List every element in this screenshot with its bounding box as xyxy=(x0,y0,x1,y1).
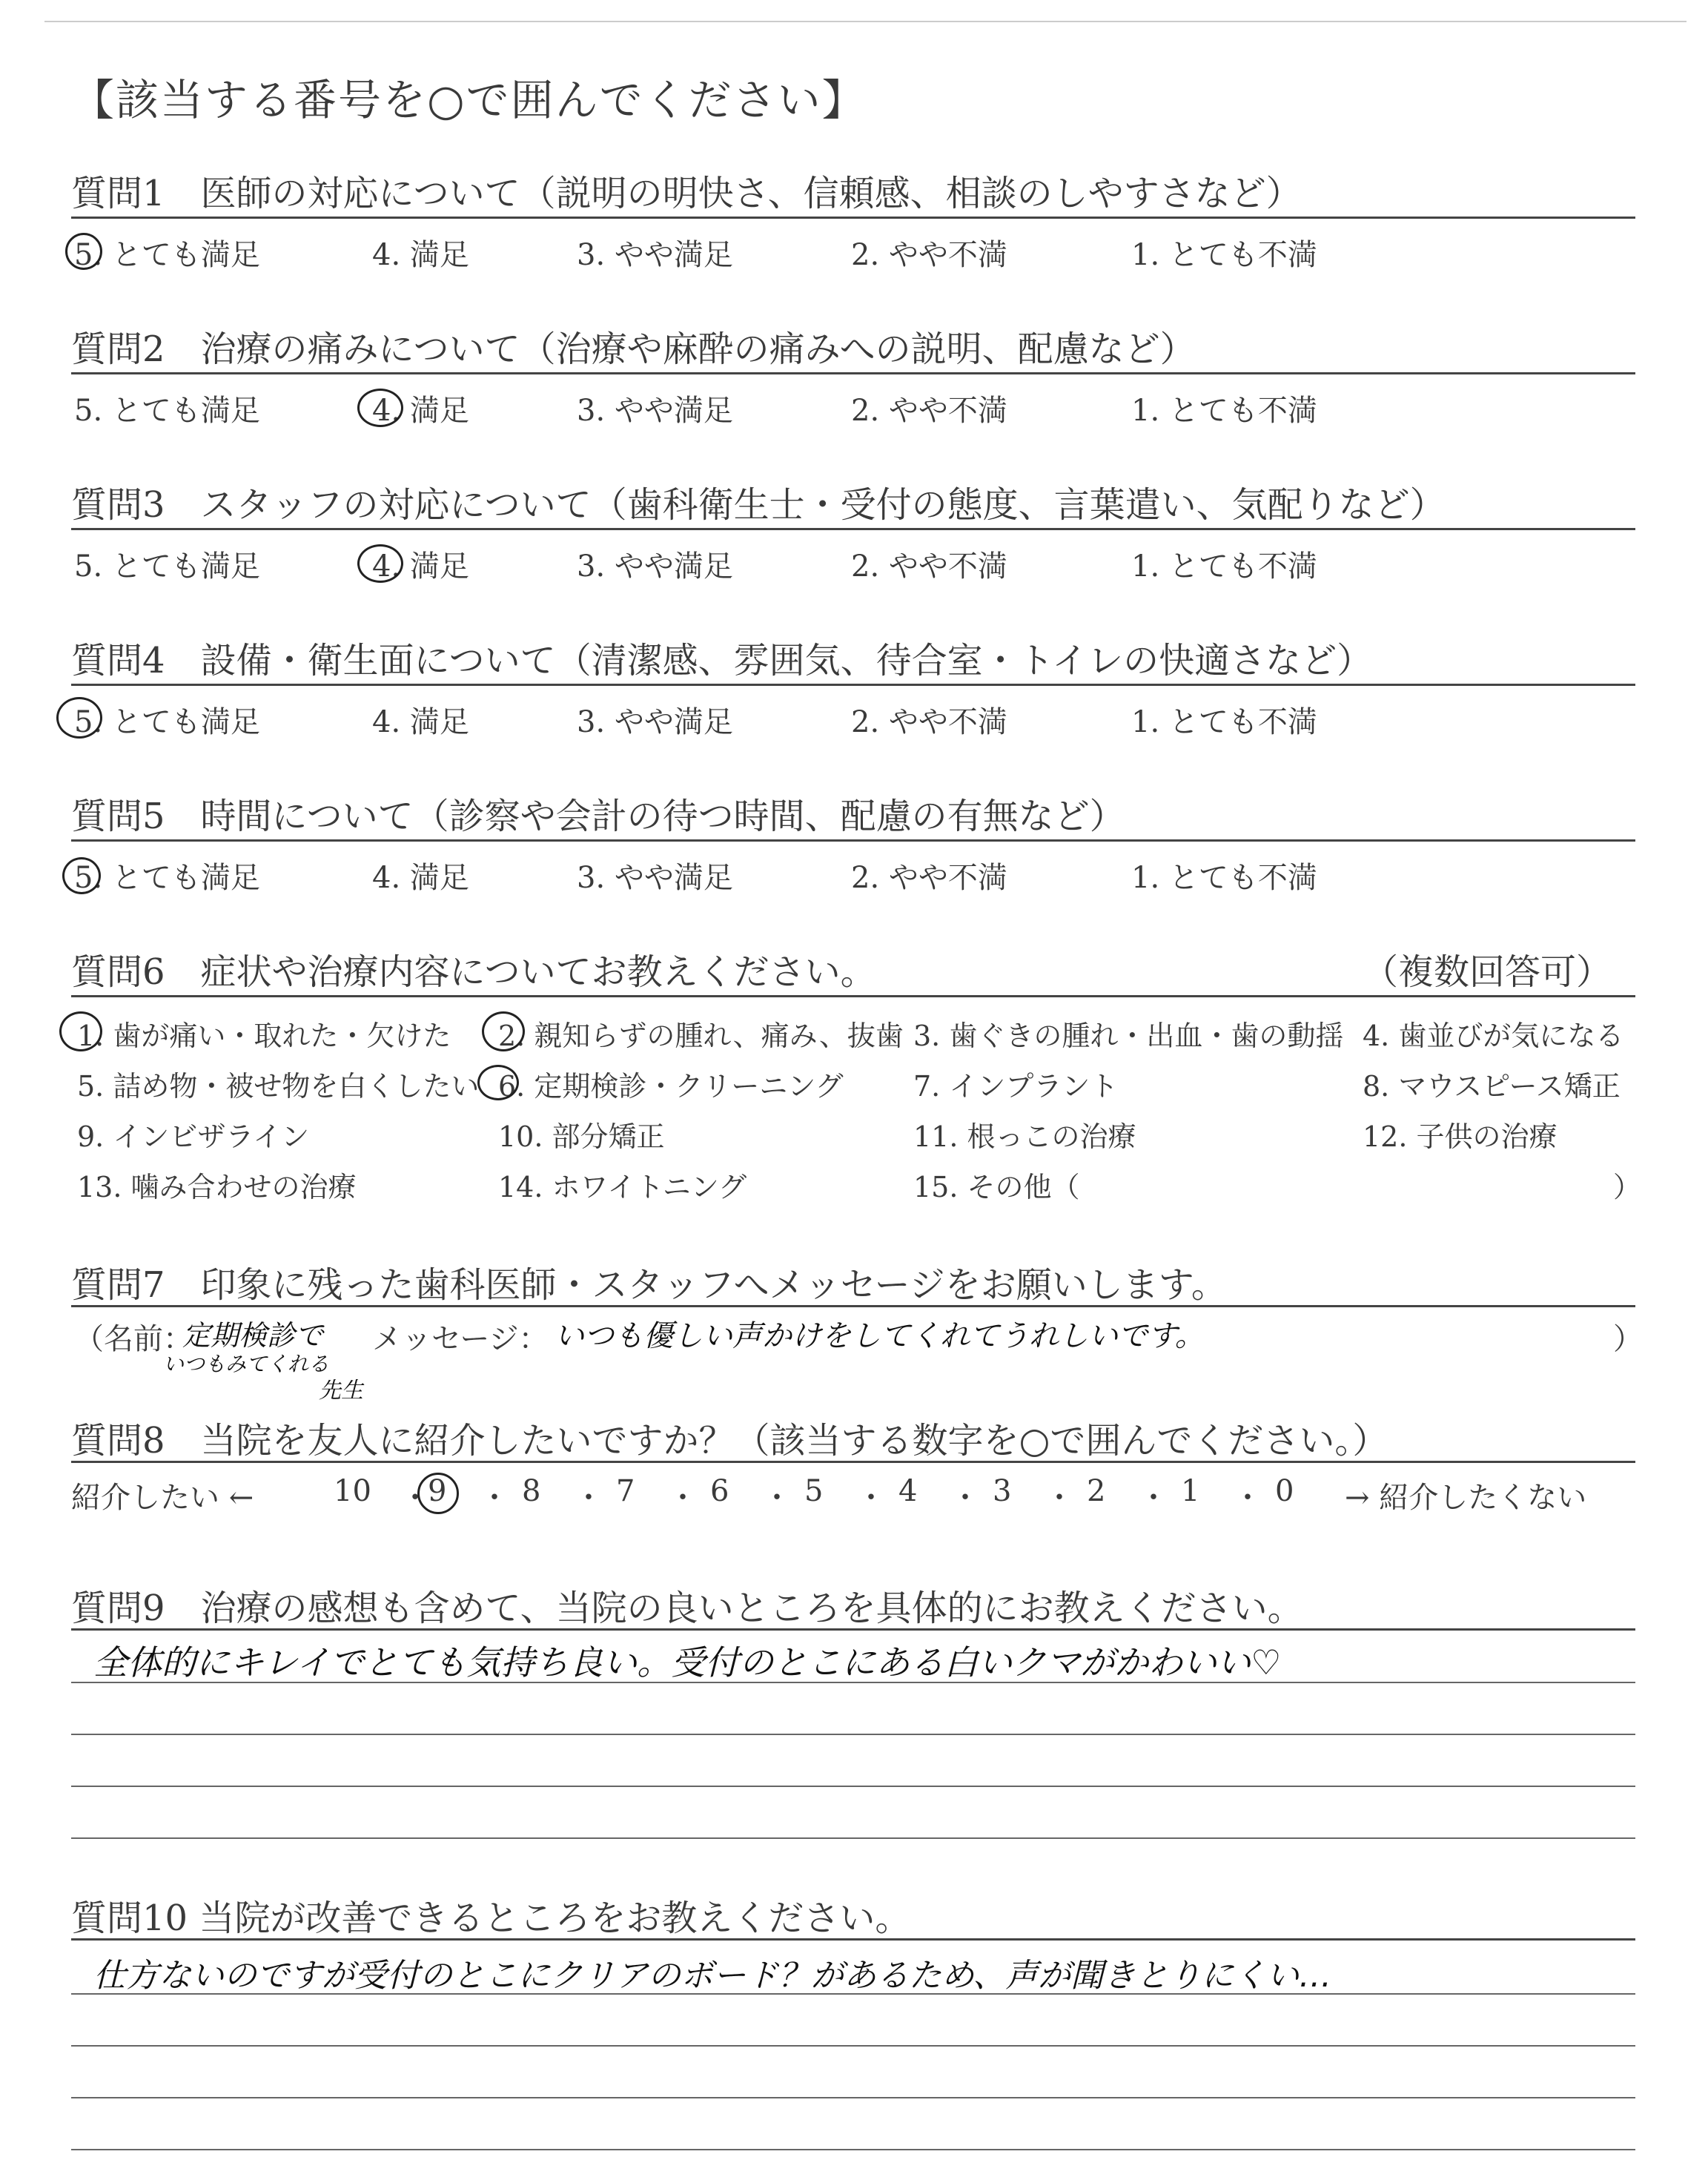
q6-item-13[interactable]: 13. 噛み合わせの治療 xyxy=(77,1171,357,1203)
q8-number-9[interactable]: 9 xyxy=(428,1474,447,1508)
q7-message-handwritten[interactable]: いつも優しい声かけをしてくれてうれしいです。 xyxy=(555,1319,1205,1353)
q9-answer-handwritten[interactable]: 全体的にキレイでとても気持ち良い。受付のとこにある白いクマがかわいい♡ xyxy=(93,1642,1282,1682)
q9-answer-line-1 xyxy=(71,1682,1635,1683)
q6-item-8[interactable]: 8. マウスピース矯正 xyxy=(1363,1070,1621,1103)
q5-option-1[interactable]: 1. とても不満 xyxy=(1131,861,1317,895)
q6-item-15[interactable]: 15. その他（ xyxy=(913,1171,1080,1203)
q8-left-label: 紹介したい ← xyxy=(71,1481,254,1515)
q2-option-4[interactable]: 4. 満足 xyxy=(372,394,469,428)
q3-title: 質問3 スタッフの対応について（歯科衛生士・受付の態度、言葉遣い、気配りなど） xyxy=(71,484,1446,526)
q7-message-label: メッセージ： xyxy=(372,1322,549,1356)
q6-item-9[interactable]: 9. インビザライン xyxy=(77,1120,310,1153)
q10-answer-line-4 xyxy=(71,2149,1635,2150)
q8-selection-circle xyxy=(417,1473,459,1514)
q5-option-5[interactable]: 5. とても満足 xyxy=(74,861,260,895)
q4-rule xyxy=(71,684,1635,686)
q8-number-0[interactable]: 0 xyxy=(1275,1474,1294,1508)
q6-item-6[interactable]: 6. 定期検診・クリーニング xyxy=(498,1070,844,1103)
q8-separator-dot: ・ xyxy=(668,1481,698,1515)
q3-rule xyxy=(71,528,1635,530)
q8-separator-dot: ・ xyxy=(1233,1481,1262,1515)
q6-selection-circle-2 xyxy=(482,1011,525,1051)
q7-name-label: （名前： xyxy=(74,1322,193,1356)
q2-option-1[interactable]: 1. とても不満 xyxy=(1131,394,1317,428)
q10-answer-line-3 xyxy=(71,2097,1635,2098)
q8-number-7[interactable]: 7 xyxy=(616,1474,635,1508)
q7-title: 質問7 印象に残った歯科医師・スタッフへメッセージをお願いします。 xyxy=(71,1264,1227,1306)
q5-selection-circle xyxy=(62,857,101,894)
q5-option-3[interactable]: 3. やや満足 xyxy=(577,861,733,895)
q4-option-3[interactable]: 3. やや満足 xyxy=(577,705,733,739)
q10-rule xyxy=(71,1938,1635,1941)
q2-rule xyxy=(71,372,1635,374)
q8-separator-dot: ・ xyxy=(950,1481,980,1515)
q6-item-11[interactable]: 11. 根っこの治療 xyxy=(913,1120,1136,1153)
q8-title: 質問8 当院を友人に紹介したいですか？（該当する数字を○で囲んでください。） xyxy=(71,1420,1388,1462)
q6-item-4[interactable]: 4. 歯並びが気になる xyxy=(1363,1020,1624,1052)
q3-option-4[interactable]: 4. 満足 xyxy=(372,549,469,584)
q5-option-2[interactable]: 2. やや不満 xyxy=(851,861,1007,895)
q1-option-4[interactable]: 4. 満足 xyxy=(372,238,469,272)
q1-option-3[interactable]: 3. やや満足 xyxy=(577,238,733,272)
q8-separator-dot: ・ xyxy=(1139,1481,1168,1515)
q8-separator-dot: ・ xyxy=(762,1481,792,1515)
q9-answer-line-4 xyxy=(71,1837,1635,1839)
q6-selection-circle-1 xyxy=(59,1011,102,1051)
form-title: 【該当する番号を○で囲んでください】 xyxy=(71,75,867,125)
q8-number-8[interactable]: 8 xyxy=(522,1474,541,1508)
q8-number-4[interactable]: 4 xyxy=(898,1474,918,1508)
q8-separator-dot: ・ xyxy=(856,1481,886,1515)
q8-number-1[interactable]: 1 xyxy=(1181,1474,1200,1508)
q3-option-5[interactable]: 5. とても満足 xyxy=(74,549,260,584)
q4-option-2[interactable]: 2. やや不満 xyxy=(851,705,1007,739)
q6-item-2[interactable]: 2. 親知らずの腫れ、痛み、抜歯 xyxy=(498,1020,904,1052)
q1-title: 質問1 医師の対応について（説明の明快さ、信頼感、相談のしやすさなど） xyxy=(71,173,1302,214)
q6-item-14[interactable]: 14. ホワイトニング xyxy=(498,1171,747,1203)
q6-item-3[interactable]: 3. 歯ぐきの腫れ・出血・歯の動揺 xyxy=(913,1020,1344,1052)
q8-separator-dot: ・ xyxy=(574,1481,603,1515)
q2-selection-circle xyxy=(357,389,403,427)
q8-number-10[interactable]: 10 xyxy=(334,1474,371,1508)
q1-rule xyxy=(71,217,1635,219)
q7-name-handwritten-2: いつもみてくれる xyxy=(163,1352,330,1376)
q4-option-1[interactable]: 1. とても不満 xyxy=(1131,705,1317,739)
q3-option-2[interactable]: 2. やや不満 xyxy=(851,549,1007,584)
q10-answer-line-1 xyxy=(71,1993,1635,1995)
q7-name-handwritten-3: 先生 xyxy=(319,1378,363,1404)
q6-title: 質問6 症状や治療内容についてお教えください。 xyxy=(71,951,876,993)
q6-item-7[interactable]: 7. インプラント xyxy=(913,1070,1119,1103)
q7-rule xyxy=(71,1305,1635,1307)
q2-option-5[interactable]: 5. とても満足 xyxy=(74,394,260,428)
q6-item-5[interactable]: 5. 詰め物・被せ物を白くしたい xyxy=(77,1070,480,1103)
q6-rule xyxy=(71,995,1635,997)
q9-answer-line-3 xyxy=(71,1786,1635,1787)
q5-title: 質問5 時間について（診察や会計の待つ時間、配慮の有無など） xyxy=(71,796,1125,837)
q8-number-6[interactable]: 6 xyxy=(710,1474,729,1508)
q8-number-3[interactable]: 3 xyxy=(993,1474,1012,1508)
q1-option-5[interactable]: 5. とても満足 xyxy=(74,238,260,272)
q4-option-4[interactable]: 4. 満足 xyxy=(372,705,469,739)
q3-selection-circle xyxy=(357,544,403,583)
q7-close-paren: ） xyxy=(1613,1322,1643,1356)
q8-separator-dot: ・ xyxy=(1045,1481,1074,1515)
q10-answer-handwritten[interactable]: 仕方ないのですが受付のとこにクリアのボード？があるため、声が聞きとりにくい… xyxy=(93,1957,1332,1995)
q3-option-3[interactable]: 3. やや満足 xyxy=(577,549,733,584)
q8-number-2[interactable]: 2 xyxy=(1087,1474,1106,1508)
q8-number-5[interactable]: 5 xyxy=(804,1474,824,1508)
q3-option-1[interactable]: 1. とても不満 xyxy=(1131,549,1317,584)
q9-rule xyxy=(71,1628,1635,1631)
q8-rule xyxy=(71,1461,1635,1463)
q4-selection-circle xyxy=(56,697,102,739)
q9-answer-line-2 xyxy=(71,1734,1635,1735)
q2-title: 質問2 治療の痛みについて（治療や麻酔の痛みへの説明、配慮など） xyxy=(71,328,1196,370)
q1-selection-circle xyxy=(65,233,102,270)
q6-other-close: ） xyxy=(1613,1171,1642,1203)
q2-option-3[interactable]: 3. やや満足 xyxy=(577,394,733,428)
q10-answer-line-2 xyxy=(71,2045,1635,2047)
q4-title: 質問4 設備・衛生面について（清潔感、雰囲気、待合室・トイレの快適さなど） xyxy=(71,640,1373,681)
q7-name-handwritten-1[interactable]: 定期検診で xyxy=(182,1319,324,1352)
q6-multiple-note: （複数回答可） xyxy=(1363,951,1612,993)
q10-title: 質問10 当院が改善できるところをお教えください。 xyxy=(71,1898,911,1939)
q8-separator-dot: ・ xyxy=(480,1481,509,1515)
q8-right-label: → 紹介したくない xyxy=(1345,1481,1587,1515)
q6-item-10[interactable]: 10. 部分矯正 xyxy=(498,1120,665,1153)
q6-item-1[interactable]: 1. 歯が痛い・取れた・欠けた xyxy=(77,1020,451,1052)
q2-option-2[interactable]: 2. やや不満 xyxy=(851,394,1007,428)
q1-option-2[interactable]: 2. やや不満 xyxy=(851,238,1007,272)
q4-option-5[interactable]: 5. とても満足 xyxy=(74,705,260,739)
q5-rule xyxy=(71,839,1635,842)
q5-option-4[interactable]: 4. 満足 xyxy=(372,861,469,895)
q1-option-1[interactable]: 1. とても不満 xyxy=(1131,238,1317,272)
q6-item-12[interactable]: 12. 子供の治療 xyxy=(1363,1120,1558,1153)
scan-top-edge xyxy=(44,21,1687,22)
q6-selection-circle-6 xyxy=(477,1065,519,1100)
q8-separator-dot: ・ xyxy=(400,1481,430,1515)
q9-title: 質問9 治療の感想も含めて、当院の良いところを具体的にお教えください。 xyxy=(71,1588,1303,1629)
